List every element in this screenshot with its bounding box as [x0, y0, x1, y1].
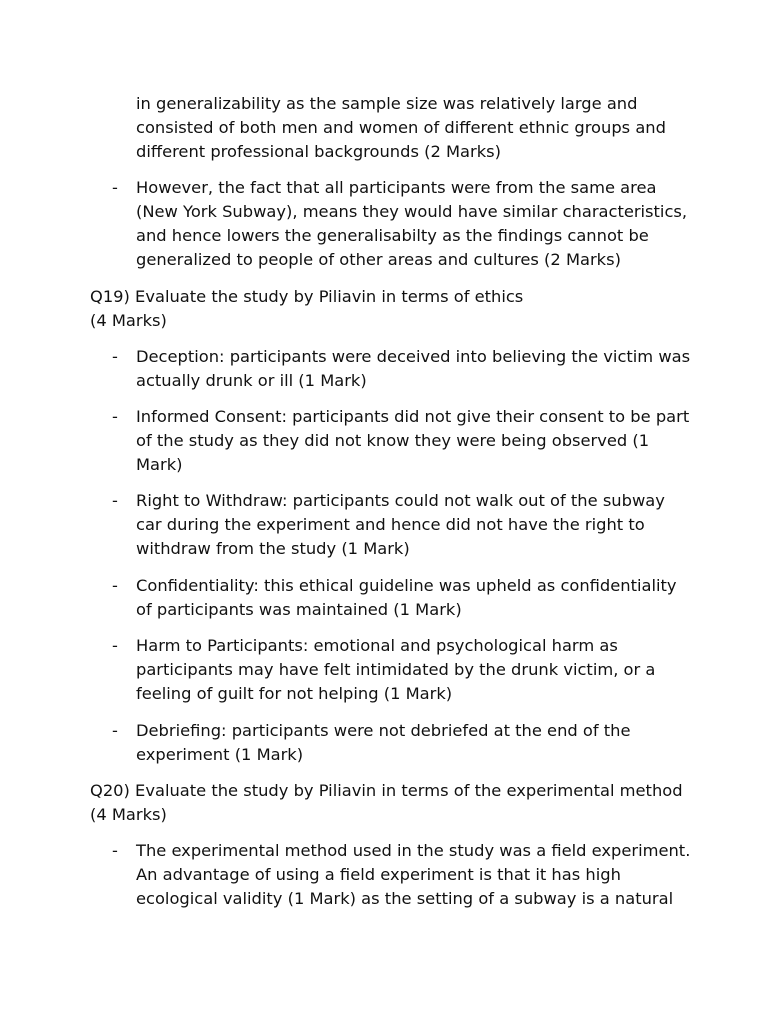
text-line: actually drunk or ill (1 Mark): [136, 371, 367, 390]
text-line: in generalizability as the sample size was relatively large and: [136, 94, 638, 113]
text-line: different professional backgrounds (2 Marks): [136, 142, 501, 161]
text-line: The experimental method used in the study was a field experiment.: [136, 841, 691, 860]
question-heading-q20: [90, 779, 700, 827]
question-title: Q19) Evaluate the study by Piliavin in terms of ethics: [90, 287, 524, 306]
text-line: An advantage of using a field experiment is that it has high: [136, 865, 621, 884]
bullet-dash: -: [112, 721, 118, 740]
text-line: withdraw from the study (1 Mark): [136, 539, 410, 558]
list-item-text: [136, 719, 698, 767]
text-line: of the study as they did not know they were being observed (1: [136, 431, 650, 450]
question-title: Q20) Evaluate the study by Piliavin in terms of the experimental method: [90, 781, 683, 800]
list-item-text: [136, 176, 698, 272]
question-heading-q19: [90, 285, 700, 333]
text-line: ecological validity (1 Mark) as the setting of a subway is a natural: [136, 889, 674, 908]
text-line: Right to Withdraw: participants could not walk out of the subway: [136, 491, 665, 510]
bullet-dash: -: [112, 178, 118, 197]
text-line: participants may have felt intimidated by the drunk victim, or a: [136, 660, 656, 679]
text-line: Confidentiality: this ethical guideline was upheld as confidentiality: [136, 576, 677, 595]
bullet-dash: -: [112, 576, 118, 595]
list-item-text: [136, 405, 698, 477]
bullet-dash: -: [112, 841, 118, 860]
question-marks: (4 Marks): [90, 311, 167, 330]
text-line: car during the experiment and hence did not have the right to: [136, 515, 645, 534]
bullet-dash: -: [112, 347, 118, 366]
list-item-text: [136, 634, 698, 706]
text-line: of participants was maintained (1 Mark): [136, 600, 462, 619]
text-line: consisted of both men and women of different ethnic groups and: [136, 118, 666, 137]
continuation-paragraph: [136, 92, 696, 164]
text-line: and hence lowers the generalisabilty as the findings cannot be: [136, 226, 649, 245]
text-line: Informed Consent: participants did not give their consent to be part: [136, 407, 690, 426]
bullet-dash: -: [112, 636, 118, 655]
list-item-text: [136, 489, 698, 561]
text-line: Debriefing: participants were not debriefed at the end of the: [136, 721, 631, 740]
list-item-text: [136, 574, 698, 622]
text-line: generalized to people of other areas and cultures (2 Marks): [136, 250, 621, 269]
text-line: Deception: participants were deceived into believing the victim was: [136, 347, 691, 366]
list-item-text: [136, 839, 698, 911]
bullet-dash: -: [112, 407, 118, 426]
text-line: Mark): [136, 455, 183, 474]
text-line: experiment (1 Mark): [136, 745, 304, 764]
bullet-dash: -: [112, 491, 118, 510]
text-line: However, the fact that all participants were from the same area: [136, 178, 657, 197]
text-line: feeling of guilt for not helping (1 Mark): [136, 684, 453, 703]
question-marks: (4 Marks): [90, 805, 167, 824]
text-line: (New York Subway), means they would have similar characteristics,: [136, 202, 688, 221]
text-line: Harm to Participants: emotional and psychological harm as: [136, 636, 618, 655]
list-item-text: [136, 345, 698, 393]
